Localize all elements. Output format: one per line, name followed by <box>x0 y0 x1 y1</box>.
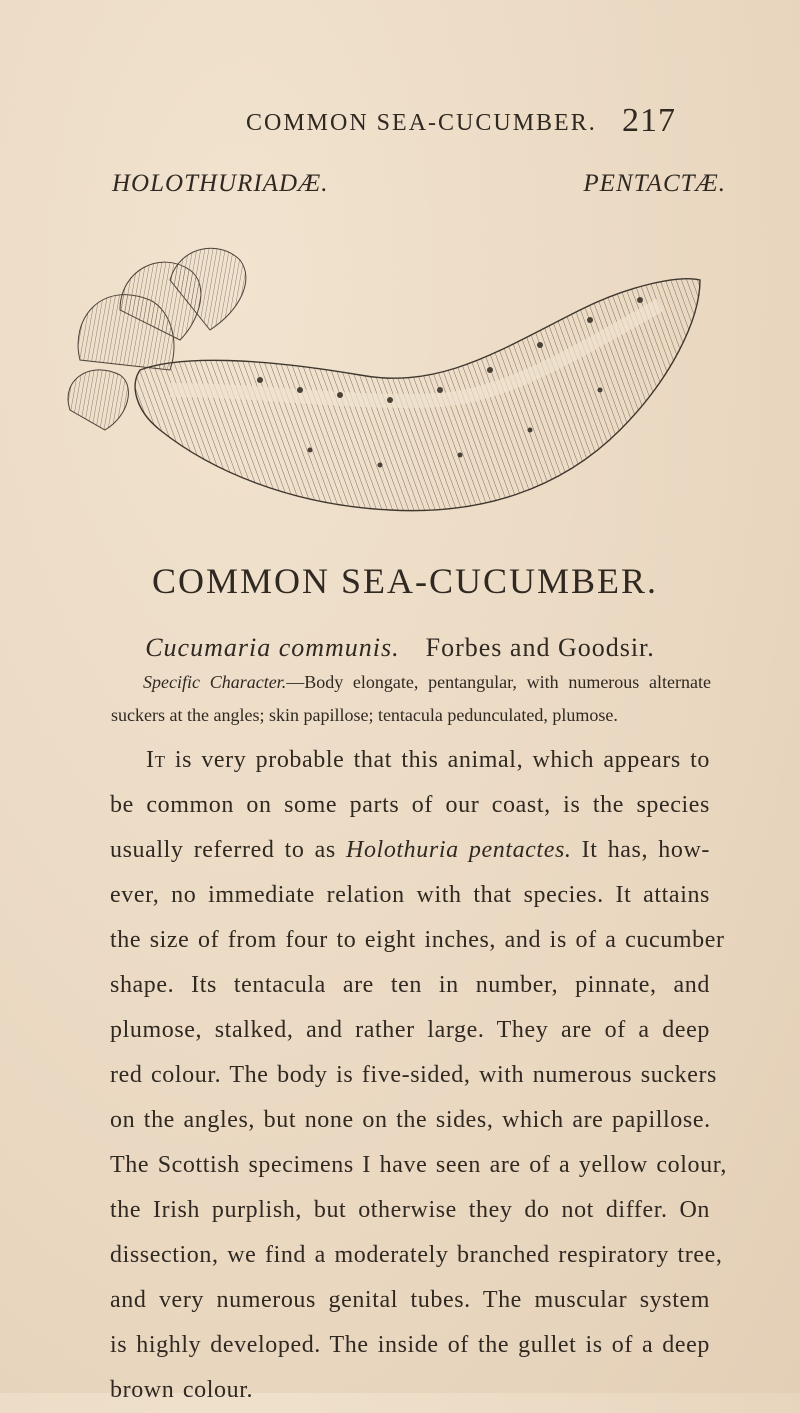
character-line-2: suckers at the angles; skin papillose; tentacula pedunculated, plumose. <box>111 705 618 725</box>
body-line: be common on some parts of our coast, is the species <box>110 792 710 818</box>
family-name: HOLOTHURIADÆ. <box>112 170 329 197</box>
classification-row <box>0 170 800 210</box>
body-line: is highly developed. The inside of the gullet is of a deep <box>110 1332 710 1358</box>
body-line: shape. Its tentacula are ten in number, pinnate, and <box>110 972 710 998</box>
italic-name: Holothuria pentactes. <box>346 837 572 863</box>
sea-cucumber-illustration <box>60 240 710 530</box>
tentacle <box>68 370 128 430</box>
body-line: red colour. The body is five-sided, with numerous suckers <box>110 1062 717 1088</box>
running-title: COMMON SEA-CUCUMBER. <box>246 110 597 136</box>
body-line: on the angles, but none on the sides, which are papillose. <box>110 1107 711 1133</box>
species-authors: Forbes and Goodsir. <box>425 633 655 662</box>
character-text-1: —Body elongate, pentangular, with numerous alternate <box>286 672 711 692</box>
body-line: brown colour. <box>110 1377 254 1403</box>
body-line: the Irish purplish, but otherwise they do not differ. On <box>110 1197 710 1223</box>
running-head <box>0 104 800 144</box>
body-line: dissection, we find a moderately branched respiratory tree, <box>110 1242 723 1268</box>
specific-character <box>111 666 711 732</box>
drop-cap: It <box>146 747 166 773</box>
body-line: It is very probable that this animal, which appears to <box>146 747 710 773</box>
character-label: Specific Character. <box>143 672 287 692</box>
main-heading: COMMON SEA-CUCUMBER. <box>151 561 659 601</box>
body-paragraph <box>110 738 727 1413</box>
page-number: 217 <box>622 102 676 139</box>
latin-name: Cucumaria communis. <box>145 633 400 662</box>
character-line-1 <box>111 666 711 699</box>
body-line: usually referred to as Holothuria pentactes. It has, how- <box>110 837 710 863</box>
body-line: ever, no immediate relation with that species. It attains <box>110 882 710 908</box>
body-line: and very numerous genital tubes. The muscular system <box>110 1287 710 1313</box>
species-line <box>0 633 800 663</box>
body-line: plumose, stalked, and rather large. They are of a deep <box>110 1017 710 1043</box>
body-line: The Scottish specimens I have seen are of a yellow colour, <box>110 1152 727 1178</box>
group-name: PENTACTÆ. <box>583 170 726 197</box>
body-line: the size of from four to eight inches, and is of a cucumber <box>110 927 725 953</box>
